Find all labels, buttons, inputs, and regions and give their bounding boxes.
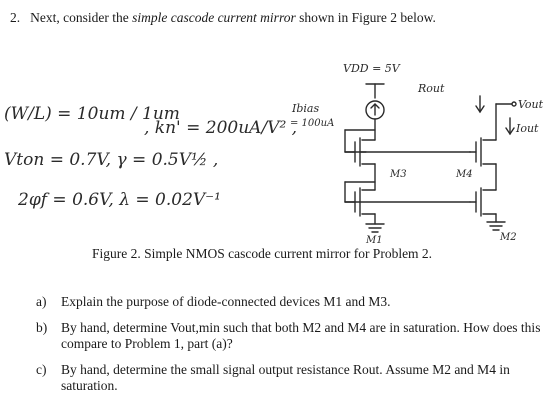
question-b [36,320,556,352]
label-vdd: VDD = 5V [343,62,400,75]
label-iout: Iout [516,122,539,135]
figure-caption: Figure 2. Simple NMOS cascode current mirror for Problem 2. [92,246,433,261]
problem-number: 2. [10,10,21,25]
question-text: By hand, determine the small signal output resistance Rout. Assume M2 and M4 in saturation. [61,362,510,393]
param-vton: Vton = 0.7V, γ = 0.5V½ , [4,150,219,170]
problem-text-start: Next, consider the [30,10,133,25]
question-label: a) [36,294,47,309]
label-vout: Vout [518,98,544,111]
param-wl: (W/L) = 10um / 1um [4,104,180,124]
problem-text-end: shown in Figure 2 below. [295,10,436,25]
param-phi: 2φf = 0.6V, λ = 0.02V⁻¹ [18,190,221,210]
circuit-name: simple cascode current mirror [132,10,296,25]
label-rout: Rout [418,82,445,95]
question-label: b) [36,320,48,335]
question-text: Explain the purpose of diode-connected devices M1 and M3. [61,294,391,309]
question-a [36,294,556,310]
vout-terminal [512,102,516,106]
label-m3: M3 [390,169,407,180]
question-c [36,362,556,394]
question-label: c) [36,362,47,377]
label-ibias: Ibias [292,102,320,115]
param-kn: , kn' = 200uA/V² , [144,118,298,138]
question-list [36,294,556,404]
label-m1: M1 [366,235,383,246]
label-m4: M4 [456,169,473,180]
question-text: By hand, determine Vout,min such that both M2 and M4 are in saturation. How does this compare to Problem 1, part (a)? [61,320,541,351]
label-m2: M2 [500,232,517,243]
label-ibias-value: = 100uA [290,118,335,129]
